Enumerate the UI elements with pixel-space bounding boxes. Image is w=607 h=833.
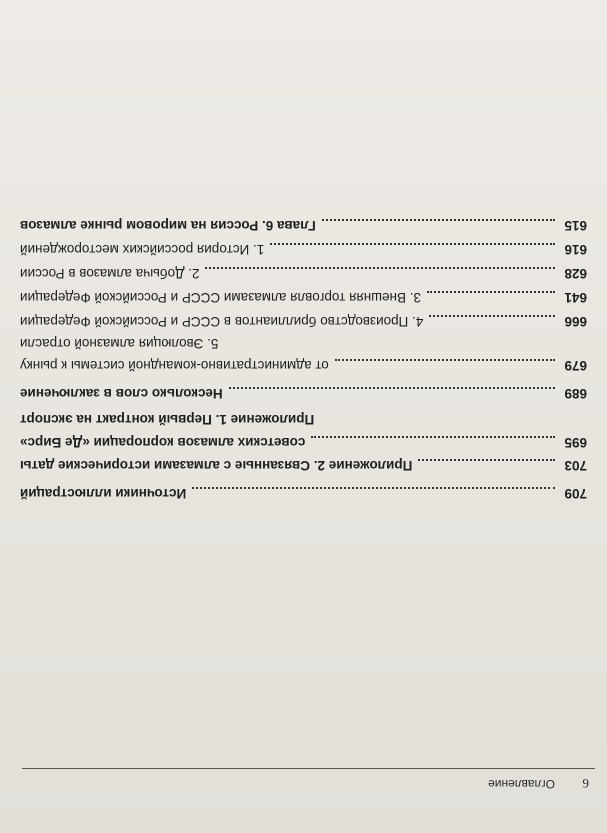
toc-leader-dots — [427, 290, 555, 293]
toc-entry-page: 666 — [564, 314, 587, 329]
toc-entry-title: Несколько слов в заключение — [20, 386, 223, 401]
toc-entry — [0, 405, 607, 427]
toc-entry — [0, 451, 607, 473]
toc-entry-title: Приложение 2. Связанные с алмазами исторические даты — [20, 458, 413, 473]
toc-entry-page: 615 — [564, 218, 587, 233]
toc-entry-title: Приложение 1. Первый контракт на экспорт — [20, 412, 315, 427]
toc-entry — [0, 428, 607, 450]
toc-entry-page: 616 — [564, 242, 587, 257]
toc-entry — [0, 259, 607, 281]
toc-entry — [0, 479, 607, 501]
toc-entry — [0, 283, 607, 305]
toc-entry — [0, 379, 607, 401]
page-header — [0, 771, 607, 791]
toc-leader-dots — [418, 458, 555, 461]
toc-entry-title: Глава 6. Россия на мировом рынке алмазов — [20, 218, 316, 233]
toc-entry-title: советских алмазов корпорации «Де Бирс» — [20, 435, 306, 450]
toc-entry-title: 2. Добыча алмазов в России — [20, 266, 200, 281]
header-rule — [22, 768, 595, 769]
toc-entry — [0, 235, 607, 257]
toc-leader-dots — [192, 486, 555, 489]
toc-entry-title: 5. Эволюция алмазной отрасли — [20, 336, 219, 351]
toc-leader-dots — [429, 314, 555, 317]
toc-entry — [0, 307, 607, 329]
toc-leader-dots — [205, 266, 555, 269]
toc-entry-title: Источники иллюстраций — [20, 486, 187, 501]
toc-entry — [0, 211, 607, 233]
toc-entry-title: 4. Производство бриллиантов в СССР и Российской Федерации — [20, 314, 424, 329]
toc-entry-page: 695 — [564, 435, 587, 450]
toc-entry-title: 1. История российских месторождений — [20, 242, 265, 257]
toc-leader-dots — [270, 242, 555, 245]
toc-leader-dots — [229, 386, 555, 389]
toc-entry-title: 3. Внешняя торговля алмазами СССР и Российской Федерации — [20, 290, 422, 305]
toc-entry-page: 679 — [564, 358, 587, 373]
toc-entry-page: 703 — [564, 458, 587, 473]
page-number: 6 — [582, 776, 589, 791]
toc-entry-page: 709 — [564, 486, 587, 501]
toc-entry — [0, 329, 607, 351]
running-title: Оглавление — [488, 777, 555, 791]
toc-leader-dots — [335, 358, 555, 361]
toc-entry-page: 641 — [564, 290, 587, 305]
toc-leader-dots — [311, 435, 555, 438]
toc-entry-page: 628 — [564, 266, 587, 281]
toc-leader-dots — [322, 218, 555, 221]
toc-entry-page: 689 — [564, 386, 587, 401]
toc-entry — [0, 351, 607, 373]
toc-entry-title: от административно-командной системы к рынку — [20, 358, 329, 373]
